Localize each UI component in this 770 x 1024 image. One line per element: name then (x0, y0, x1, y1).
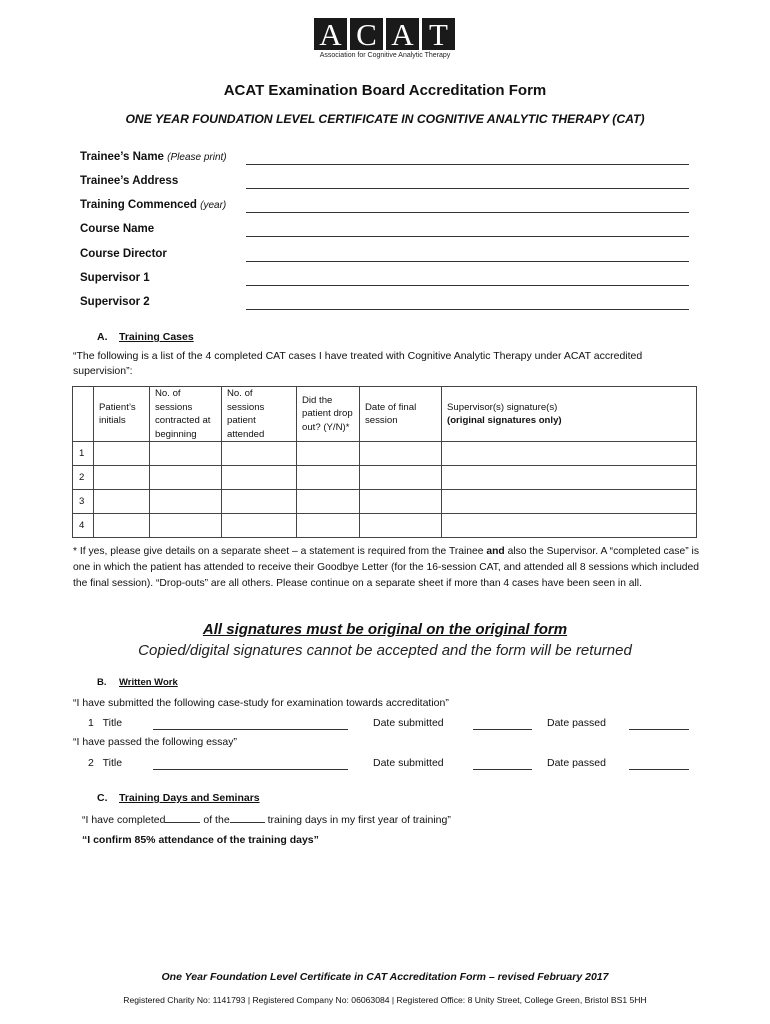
section-c-heading: C. Training Days and Seminars (97, 792, 260, 804)
section-a-heading: A. Training Cases (97, 331, 194, 343)
original-signatures-note: (original signatures only) (447, 415, 562, 426)
cell-initials[interactable] (94, 442, 150, 466)
cell-drop-out[interactable] (297, 514, 360, 538)
signature-notice-subheading: Copied/digital signatures cannot be accepted and the form will be returned (138, 642, 632, 659)
cell-sessions-attended[interactable] (222, 514, 297, 538)
cell-sessions-attended[interactable] (222, 442, 297, 466)
cell-sessions-contracted[interactable] (150, 442, 222, 466)
field-label-supervisor-2: Supervisor 2 (80, 296, 150, 308)
col-header-final-session: Date of final session (360, 387, 442, 442)
cell-drop-out[interactable] (297, 442, 360, 466)
cell-signature[interactable] (442, 466, 697, 490)
footer-title: One Year Foundation Level Certificate in CAT Accreditation Form – revised February 2017 (161, 971, 609, 983)
section-b-statement-1: “I have submitted the following case-study for examination towards accreditation” (73, 697, 449, 709)
row-number: 3 (73, 490, 94, 514)
field-label-course-name: Course Name (80, 223, 155, 235)
cell-initials[interactable] (94, 466, 150, 490)
row-number: 2 (73, 466, 94, 490)
course-name-line[interactable] (246, 236, 689, 237)
item-1-date-submitted-line[interactable] (473, 719, 532, 730)
cell-drop-out[interactable] (297, 466, 360, 490)
page-title: ACAT Examination Board Accreditation Form (223, 82, 547, 99)
written-work-item-1: 1 Title (88, 717, 123, 729)
field-label-course-director: Course Director (80, 248, 167, 260)
field-label-trainee-address: Trainee’s Address (80, 175, 179, 187)
col-header-drop-out: Did the patient drop out? (Y/N)* (297, 387, 360, 442)
table-row (73, 514, 697, 538)
table-row (73, 490, 697, 514)
attendance-confirmation: “I confirm 85% attendance of the training days” (82, 834, 319, 846)
logo-letter: T (422, 18, 455, 50)
cell-signature[interactable] (442, 490, 697, 514)
table-row (73, 442, 697, 466)
logo-letter: C (350, 18, 383, 50)
cell-final-session[interactable] (360, 466, 442, 490)
logo-subtitle: Association for Cognitive Analytic Therapy (319, 52, 451, 59)
cell-final-session[interactable] (360, 514, 442, 538)
section-a-intro: “The following is a list of the 4 completed CAT cases I have treated with Cognitive Analytic Therapy under ACAT accredited supervision”: (73, 350, 643, 377)
col-header-sessions-contracted: No. of sessions contracted at beginning (150, 387, 222, 442)
col-header-number (73, 387, 94, 442)
table-row (73, 466, 697, 490)
cell-sessions-contracted[interactable] (150, 466, 222, 490)
row-number: 4 (73, 514, 94, 538)
item-2-title-line[interactable] (153, 759, 348, 770)
field-label-supervisor-1: Supervisor 1 (80, 272, 150, 284)
cell-initials[interactable] (94, 514, 150, 538)
cell-sessions-attended[interactable] (222, 490, 297, 514)
col-header-sessions-attended: No. of sessions patient attended (222, 387, 297, 442)
cell-signature[interactable] (442, 514, 697, 538)
field-label-trainee-name: Trainee’s Name (Please print) (80, 151, 227, 163)
cell-signature[interactable] (442, 442, 697, 466)
item-2-date-passed-label: Date passed (547, 757, 606, 769)
col-header-initials: Patient’s initials (94, 387, 150, 442)
item-1-title-line[interactable] (153, 719, 348, 730)
signature-notice-heading: All signatures must be original on the original form (202, 621, 568, 638)
cell-drop-out[interactable] (297, 490, 360, 514)
cell-final-session[interactable] (360, 442, 442, 466)
item-1-date-passed-label: Date passed (547, 717, 606, 729)
section-b-heading: B. Written Work (97, 677, 178, 688)
row-number: 1 (73, 442, 94, 466)
cell-sessions-attended[interactable] (222, 466, 297, 490)
logo-letter: A (314, 18, 347, 50)
days-completed-blank[interactable] (165, 812, 200, 823)
training-commenced-line[interactable] (246, 212, 689, 213)
section-a-footnote: * If yes, please give details on a separate sheet – a statement is required from the Trainee and also the Supervisor. A “completed case” is one in which the patient has attended to receive their Goodbye Letter (for the 16-session CAT, and attended all 8 sessions which included the final session). “Drop-outs” are all others. Please continue on a separate sheet if more than 4 cases have been seen in all. (73, 546, 699, 589)
cell-initials[interactable] (94, 490, 150, 514)
supervisor-1-line[interactable] (246, 285, 689, 286)
cell-sessions-contracted[interactable] (150, 490, 222, 514)
footer-registration: Registered Charity No: 1141793 | Registered Company No: 06063084 | Registered Office: 8 Unity Street, College Green, Bristol BS1 5HH (123, 995, 647, 1005)
written-work-item-2: 2 Title (88, 757, 123, 769)
table-header-row (73, 387, 697, 442)
section-c-statement: “I have completed of the training days in my first year of training” (82, 814, 451, 826)
trainee-name-line[interactable] (246, 164, 689, 165)
item-2-date-passed-line[interactable] (629, 759, 689, 770)
acat-logo (314, 18, 456, 64)
section-b-statement-2: “I have passed the following essay” (73, 736, 238, 748)
item-1-date-submitted-label: Date submitted (373, 717, 444, 729)
trainee-address-line[interactable] (246, 188, 689, 189)
col-header-supervisor-signature: Supervisor(s) signature(s) (original signatures only) (442, 387, 697, 442)
field-label-training-commenced: Training Commenced (year) (80, 199, 227, 211)
supervisor-2-line[interactable] (246, 309, 689, 310)
item-1-date-passed-line[interactable] (629, 719, 689, 730)
course-director-line[interactable] (246, 261, 689, 262)
total-days-blank[interactable] (230, 812, 265, 823)
item-2-date-submitted-line[interactable] (473, 759, 532, 770)
page-subtitle: ONE YEAR FOUNDATION LEVEL CERTIFICATE IN COGNITIVE ANALYTIC THERAPY (CAT) (125, 112, 645, 126)
cell-sessions-contracted[interactable] (150, 514, 222, 538)
training-cases-table (72, 386, 697, 538)
logo-letter: A (386, 18, 419, 50)
cell-final-session[interactable] (360, 490, 442, 514)
item-2-date-submitted-label: Date submitted (373, 757, 444, 769)
